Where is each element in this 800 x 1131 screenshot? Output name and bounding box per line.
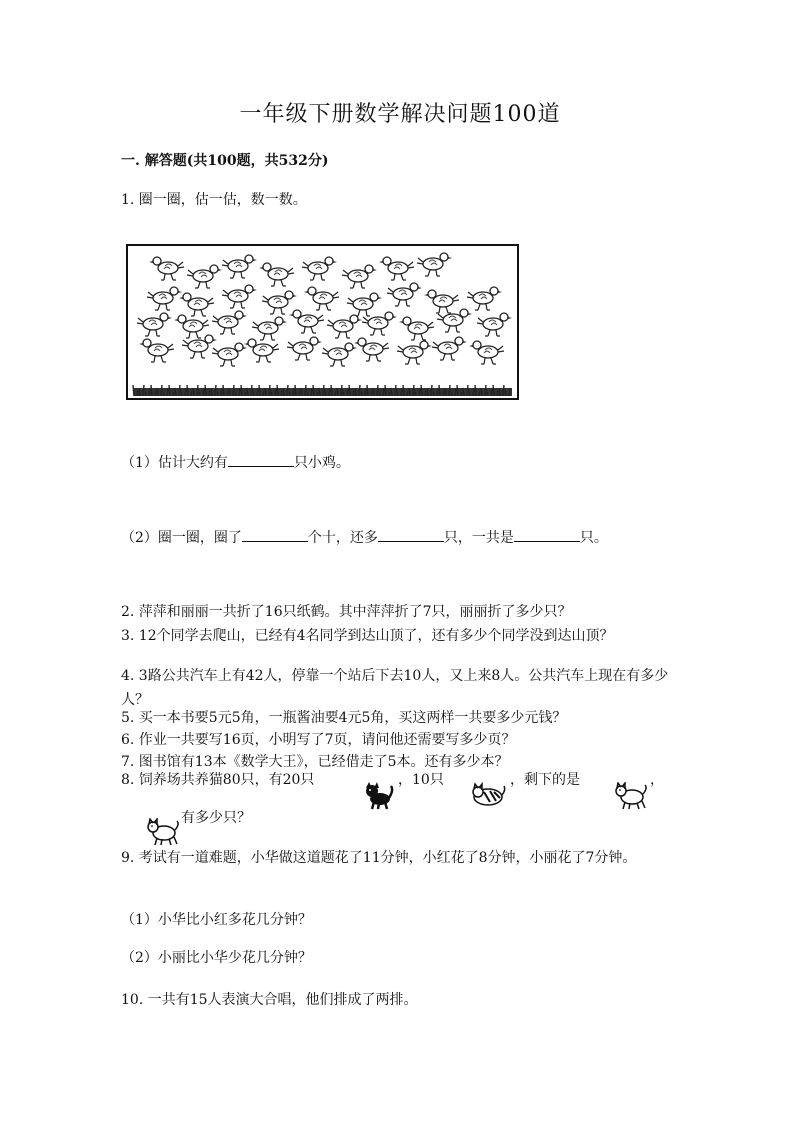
chick-drawing: [327, 315, 362, 338]
q8-text-a: 8. 饲养场共养猫80只，有20只: [121, 772, 315, 788]
q8-text-d: ，: [650, 772, 664, 788]
chick-drawing: [417, 253, 452, 276]
chick-drawing: [187, 265, 222, 288]
chick-drawing: [289, 310, 324, 333]
chick-drawing: [179, 293, 214, 316]
chick-drawing: [222, 285, 257, 308]
question-6: 6. 作业一共要写16页，小明写了7页，请问他还需要写多少页？: [121, 732, 516, 748]
question-10: 10. 一共有15人表演大合唱，他们排成了两排。: [121, 992, 418, 1008]
q8-text-c: ，剩下的是: [510, 772, 580, 788]
answer-blank[interactable]: [242, 527, 308, 542]
chick-drawing: [252, 317, 287, 340]
question-1-part-2: [121, 527, 608, 548]
chick-drawing: [262, 291, 297, 314]
chick-drawing: [397, 341, 432, 364]
grass-strip: [133, 385, 512, 396]
chick-drawing: [399, 317, 434, 340]
answer-blank[interactable]: [378, 527, 444, 542]
chick-drawing: [379, 257, 414, 280]
chick-drawing: [287, 337, 322, 360]
q1-sub2-text-a: （2）圈一圈，圈了: [121, 530, 242, 546]
answer-blank[interactable]: [228, 452, 294, 467]
chick-drawing: [467, 287, 502, 310]
question-2: 2. 萍萍和丽丽一共折了16只纸鹤。其中萍萍折了7只，丽丽折了多少只？: [121, 604, 572, 620]
chick-drawing: [387, 283, 422, 306]
chick-drawing: [342, 265, 377, 288]
chicken-flock-illustration: [128, 246, 517, 398]
section-heading: 一. 解答题(共100题，共532分): [121, 153, 329, 169]
chick-drawing: [137, 313, 172, 336]
question-5: 5. 买一本书要5元5角，一瓶酱油要4元5角，买这两样一共要多少元钱？: [121, 710, 567, 726]
chick-drawing: [354, 338, 389, 361]
spotted-cat-icon: [470, 782, 506, 810]
chick-drawing: [147, 287, 182, 310]
chick-drawing: [302, 257, 337, 280]
chick-drawing: [304, 287, 339, 310]
question-9: 9. 考试有一道难题，小华做这道题花了11分钟，小红花了8分钟，小丽花了7分钟。: [121, 850, 637, 866]
chick-drawing: [437, 309, 472, 332]
q1-sub2-text-b: 个十，还多: [307, 530, 378, 546]
q1-sub2-text-d: 只。: [579, 530, 608, 546]
question-4: 4. 3路公共汽车上有42人，停靠一个站后下去10人，又上来8人。公共汽车上现在有多少人？: [121, 668, 669, 708]
chick-drawing: [322, 343, 357, 366]
chick-drawing: [139, 339, 174, 362]
white-cat-icon: [144, 818, 180, 846]
chick-drawing: [424, 290, 459, 313]
chick-drawing: [212, 343, 247, 366]
white-cat-icon: [612, 782, 648, 810]
question-1-stem: 1. 圈一圈，估一估，数一数。: [121, 192, 307, 208]
q8-text-e: 有多少只？: [181, 810, 251, 826]
black-cat-icon: [360, 780, 394, 810]
chick-drawing: [149, 257, 184, 280]
chick-drawing: [222, 255, 257, 278]
q1-sub2-text-c: 只，一共是: [443, 530, 514, 546]
page-title: 一年级下册数学解决问题100道: [239, 102, 561, 127]
chick-drawing: [432, 337, 467, 360]
q1-sub1-text-a: （1）估计大约有: [121, 455, 228, 471]
chick-drawing: [347, 293, 382, 316]
chick-drawing: [244, 339, 279, 362]
chick-drawing: [212, 311, 247, 334]
q8-text-b: ，10只: [398, 772, 444, 788]
chick-drawing: [174, 315, 209, 338]
question-3: 3. 12个同学去爬山，已经有4名同学到达山顶了，还有多少个同学没到达山顶？: [121, 628, 614, 644]
question-7: 7. 图书馆有13本《数学大王》，已经借走了5本。还有多少本？: [121, 754, 509, 770]
question-9-part-2: （2）小丽比小华少花几分钟？: [121, 950, 312, 966]
question-9-part-1: （1）小华比小红多花几分钟？: [121, 912, 312, 928]
q1-sub1-text-b: 只小鸡。: [293, 455, 350, 471]
chick-drawing: [477, 313, 512, 336]
chick-drawing: [469, 341, 504, 364]
chicken-picture: [126, 244, 519, 400]
question-1-part-1: [121, 452, 350, 473]
chick-drawing: [259, 263, 294, 286]
answer-blank[interactable]: [514, 527, 580, 542]
